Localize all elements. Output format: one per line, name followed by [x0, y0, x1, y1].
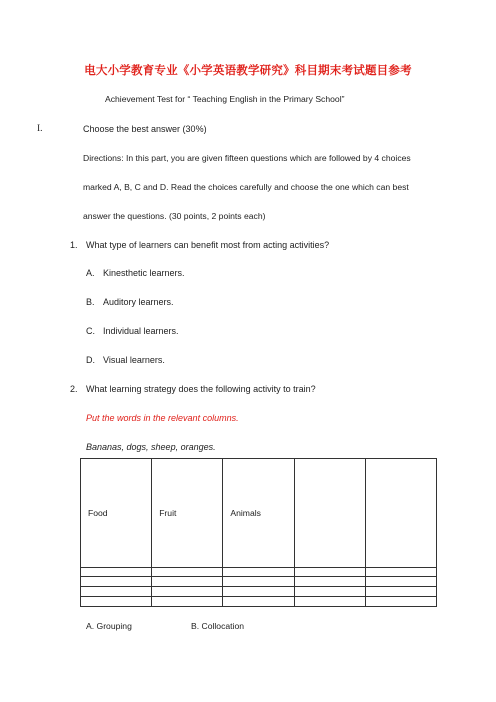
table-cell — [294, 597, 365, 607]
table-cell — [365, 587, 436, 597]
question-number: 2. — [70, 384, 78, 394]
table-cell — [81, 577, 152, 587]
table-cell — [223, 597, 294, 607]
table-cell — [223, 577, 294, 587]
directions-line: marked A, B, C and D. Read the choices carefully and choose the one which can best — [83, 182, 409, 192]
question-instruction: Put the words in the relevant columns. — [86, 413, 239, 423]
question-number: 1. — [70, 240, 78, 250]
table-cell — [81, 597, 152, 607]
sorting-table — [80, 458, 437, 607]
table-cell — [365, 577, 436, 587]
word-list: Bananas, dogs, sheep, oranges. — [86, 442, 216, 452]
table-cell — [294, 577, 365, 587]
question-text: What learning strategy does the following activity to train? — [86, 384, 316, 394]
option-text: Individual learners. — [103, 326, 179, 336]
table-cell — [294, 567, 365, 577]
table-header-cell: Food — [81, 459, 152, 568]
table-row — [81, 567, 437, 577]
directions-line: Directions: In this part, you are given fifteen questions which are followed by 4 choices — [83, 153, 411, 163]
table-row — [81, 587, 437, 597]
table-header-cell: Animals — [223, 459, 294, 568]
table-header-cell: Fruit — [152, 459, 223, 568]
table-cell — [81, 567, 152, 577]
answer-option: B. Collocation — [191, 621, 245, 631]
table-cell — [223, 567, 294, 577]
section-number: I. — [37, 124, 43, 134]
option-letter: B. — [86, 297, 95, 307]
directions-line: answer the questions. (30 points, 2 points each) — [83, 211, 266, 221]
table-row — [81, 577, 437, 587]
table-cell — [365, 567, 436, 577]
table-cell — [223, 587, 294, 597]
document-title: 电大小学教育专业《小学英语教学研究》科目期末考试题目参考 — [84, 65, 412, 77]
table-cell — [81, 587, 152, 597]
option-letter: C. — [86, 326, 95, 336]
table-cell — [152, 577, 223, 587]
table-cell — [294, 587, 365, 597]
table-header-cell — [365, 459, 436, 568]
option-text: Visual learners. — [103, 355, 165, 365]
option-text: Kinesthetic learners. — [103, 268, 185, 278]
table-cell — [152, 597, 223, 607]
table-cell — [152, 567, 223, 577]
table-header-row — [81, 459, 437, 568]
table-header-cell — [294, 459, 365, 568]
answer-option: A. Grouping — [86, 621, 132, 631]
table-row — [81, 597, 437, 607]
option-letter: D. — [86, 355, 95, 365]
table-cell — [365, 597, 436, 607]
section-title: Choose the best answer (30%) — [83, 124, 207, 134]
document-subtitle: Achievement Test for “ Teaching English in the Primary School” — [105, 94, 345, 104]
question-text: What type of learners can benefit most from acting activities? — [86, 240, 330, 250]
table-cell — [152, 587, 223, 597]
option-text: Auditory learners. — [103, 297, 174, 307]
option-letter: A. — [86, 268, 95, 278]
